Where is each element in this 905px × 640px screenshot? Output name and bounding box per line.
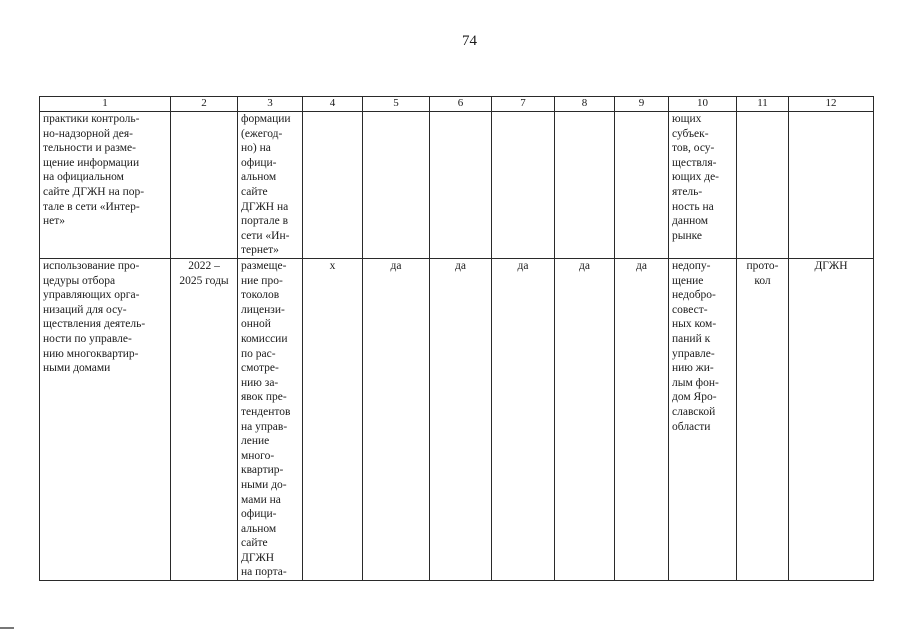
value-cell-4: х <box>303 259 363 581</box>
expected-result-cell: недопу- щение недобро- совест- ных ком- паний к управле- нию жи- лым фон- дом Яро- славской области <box>669 259 737 581</box>
table-row <box>40 259 874 581</box>
indicator-cell: формации (ежегод- но) на офици- альном сайте ДГЖН на портале в сети «Ин- тернет» <box>238 112 303 259</box>
column-number-row <box>40 97 874 112</box>
period-cell <box>171 112 238 259</box>
value-cell-8: да <box>555 259 615 581</box>
value-cell-8 <box>555 112 615 259</box>
column-header-1: 1 <box>40 97 171 112</box>
column-header-7: 7 <box>492 97 555 112</box>
value-cell-6: да <box>430 259 492 581</box>
column-header-12: 12 <box>789 97 874 112</box>
column-header-8: 8 <box>555 97 615 112</box>
document-type-cell <box>737 112 789 259</box>
measure-description-cell: использование про- цедуры отбора управляющих орга- низаций для осу- ществления деятель- ности по управле- нию многоквартир- ными домами <box>40 259 171 581</box>
responsible-cell <box>789 112 874 259</box>
measures-table <box>39 96 874 581</box>
column-header-4: 4 <box>303 97 363 112</box>
value-cell-9 <box>615 112 669 259</box>
column-header-5: 5 <box>363 97 430 112</box>
value-cell-6 <box>430 112 492 259</box>
column-header-11: 11 <box>737 97 789 112</box>
page-number: 74 <box>462 33 477 49</box>
table-row <box>40 112 874 259</box>
value-cell-4 <box>303 112 363 259</box>
column-header-6: 6 <box>430 97 492 112</box>
value-cell-5: да <box>363 259 430 581</box>
responsible-cell: ДГЖН <box>789 259 874 581</box>
value-cell-5 <box>363 112 430 259</box>
column-header-3: 3 <box>238 97 303 112</box>
expected-result-cell: ющих субъек- тов, осу- ществля- ющих де- ятель- ность на данном рынке <box>669 112 737 259</box>
value-cell-9: да <box>615 259 669 581</box>
column-header-9: 9 <box>615 97 669 112</box>
scan-edge-mark <box>0 627 14 629</box>
column-header-10: 10 <box>669 97 737 112</box>
measure-description-cell: практики контроль- но-надзорной дея- тельности и разме- щение информации на официальном сайте ДГЖН на пор- тале в сети «Интер- нет» <box>40 112 171 259</box>
document-type-cell: прото- кол <box>737 259 789 581</box>
period-cell: 2022 – 2025 годы <box>171 259 238 581</box>
value-cell-7: да <box>492 259 555 581</box>
indicator-cell: размеще- ние про- токолов лицензи- онной комиссии по рас- смотре- нию за- явок пре- тендентов на управ- ление много- квартир- ными до- мами на офици- альном сайте ДГЖН на порта- <box>238 259 303 581</box>
column-header-2: 2 <box>171 97 238 112</box>
value-cell-7 <box>492 112 555 259</box>
